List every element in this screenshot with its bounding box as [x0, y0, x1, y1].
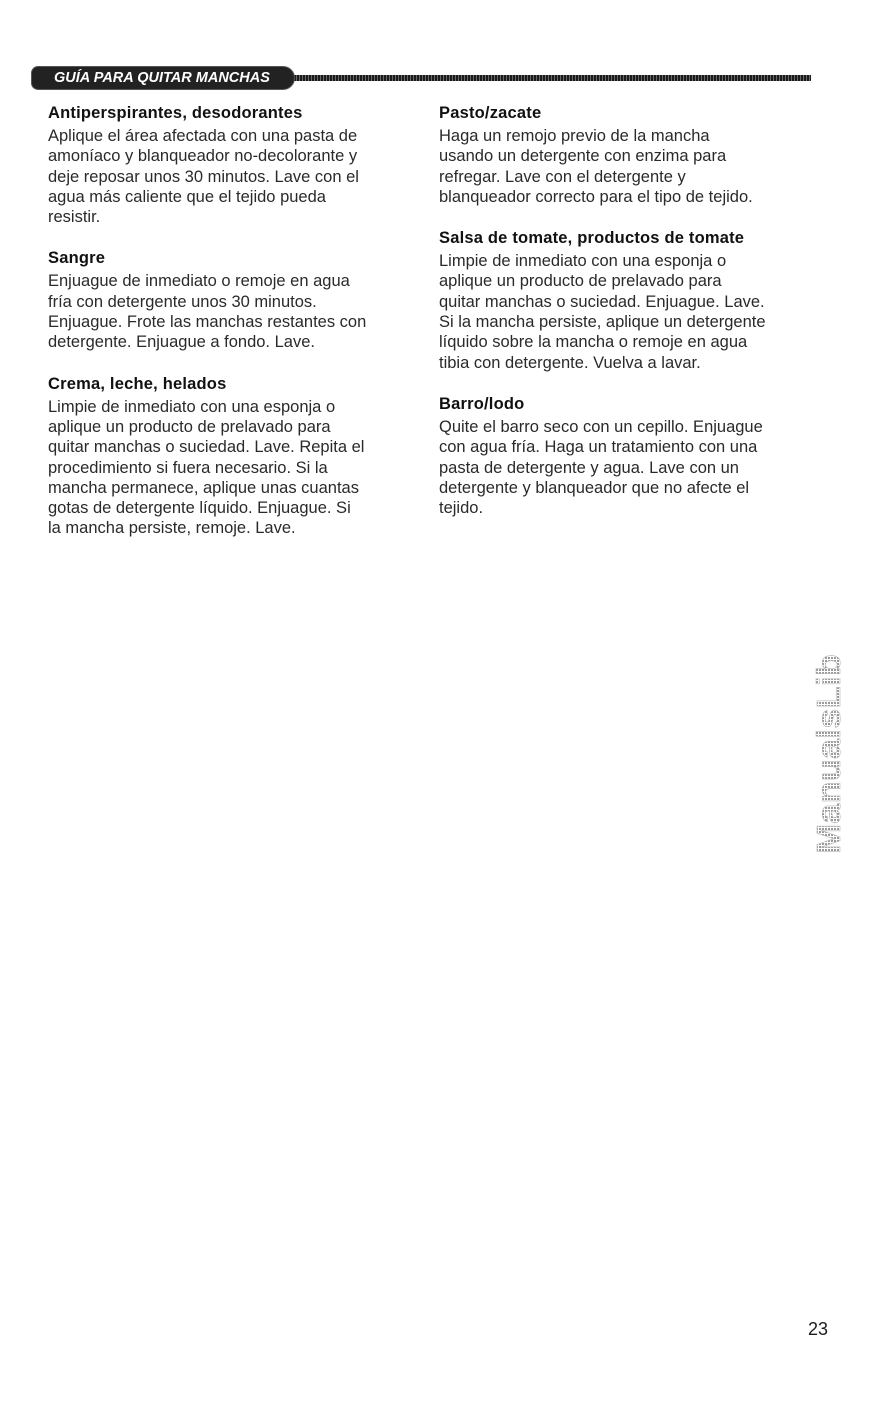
body-line: Haga un remojo previo de la mancha	[439, 127, 710, 145]
entry-heading: Pasto/zacate	[439, 104, 542, 122]
section-header	[32, 67, 811, 91]
entry-body	[439, 251, 829, 373]
body-line: refregar. Lave con el detergente y	[439, 167, 686, 186]
body-line: agua más caliente que el tejido pueda	[48, 187, 326, 206]
stain-entry-antiperspirant	[48, 104, 418, 227]
body-line: la mancha persiste, remoje. Lave.	[48, 519, 296, 538]
body-line: usando un detergente con enzima para	[439, 147, 727, 166]
body-line: gotas de detergente líquido. Enjuague. Si	[48, 499, 351, 518]
entry-body	[48, 271, 418, 352]
body-line: tibia con detergente. Vuelva a lavar.	[439, 353, 701, 372]
body-line: quitar manchas o suciedad. Enjuague. Lave.	[439, 292, 765, 311]
page-number: 23	[808, 1319, 829, 1339]
body-line: Si la mancha persiste, aplique un detergente	[439, 313, 766, 332]
body-line: mancha permanece, aplique unas cuantas	[48, 478, 359, 497]
body-line: procedimiento si fuera necesario. Si la	[48, 458, 328, 477]
body-line: amoníaco y blanqueador no-decolorante y	[48, 147, 358, 166]
stain-entry-blood	[48, 249, 418, 352]
header-title: GUÍA PARA QUITAR MANCHAS	[54, 70, 270, 86]
body-line: Enjuague de inmediato o remoje en agua	[48, 272, 350, 291]
entry-body	[48, 126, 418, 227]
body-line: resistir.	[48, 208, 101, 227]
watermark-logo	[810, 650, 848, 858]
body-line: Quite el barro seco con un cepillo. Enjuague	[439, 417, 763, 436]
body-line: Limpie de inmediato con una esponja o	[48, 397, 336, 416]
body-line: Aplique el área afectada con una pasta de	[48, 127, 358, 145]
entry-heading: Antiperspirantes, desodorantes	[48, 104, 303, 122]
body-line: Enjuague. Frote las manchas restantes con	[48, 313, 367, 332]
body-line: detergente y blanqueador que no afecte el	[439, 478, 750, 497]
body-line: Limpie de inmediato con una esponja o	[439, 252, 727, 271]
body-line: deje reposar unos 30 minutos. Lave con el	[48, 167, 359, 186]
entry-heading: Sangre	[48, 249, 106, 268]
right-column	[439, 104, 829, 540]
body-line: aplique un producto de prelavado para	[48, 417, 331, 436]
body-line: líquido sobre la mancha o remoje en agua	[439, 333, 748, 352]
left-column	[48, 104, 418, 561]
entry-body	[439, 126, 829, 207]
header-pill	[32, 67, 294, 89]
body-line: detergente. Enjuague a fondo. Lave.	[48, 333, 315, 352]
entry-heading: Salsa de tomate, productos de tomate	[439, 229, 745, 248]
body-line: fría con detergente unos 30 minutos.	[48, 292, 317, 311]
body-line: blanqueador correcto para el tipo de tejido.	[439, 187, 753, 206]
stain-entry-dairy	[48, 375, 418, 539]
stain-entry-grass	[439, 104, 829, 207]
entry-body	[439, 417, 829, 518]
entry-heading: Barro/lodo	[439, 394, 525, 413]
entry-heading: Crema, leche, helados	[48, 374, 227, 393]
stain-entry-tomato	[439, 229, 829, 373]
body-line: pasta de detergente y agua. Lave con un	[439, 458, 739, 477]
body-line: quitar manchas o suciedad. Lave. Repita el	[48, 438, 365, 457]
body-line: aplique un producto de prelavado para	[439, 272, 722, 291]
body-line: tejido.	[439, 499, 484, 518]
stain-entry-mud	[439, 395, 829, 518]
body-line: con agua fría. Haga un tratamiento con una	[439, 438, 758, 457]
svg-text:ManualsLib: ManualsLib	[810, 672, 847, 854]
entry-body	[48, 397, 418, 539]
